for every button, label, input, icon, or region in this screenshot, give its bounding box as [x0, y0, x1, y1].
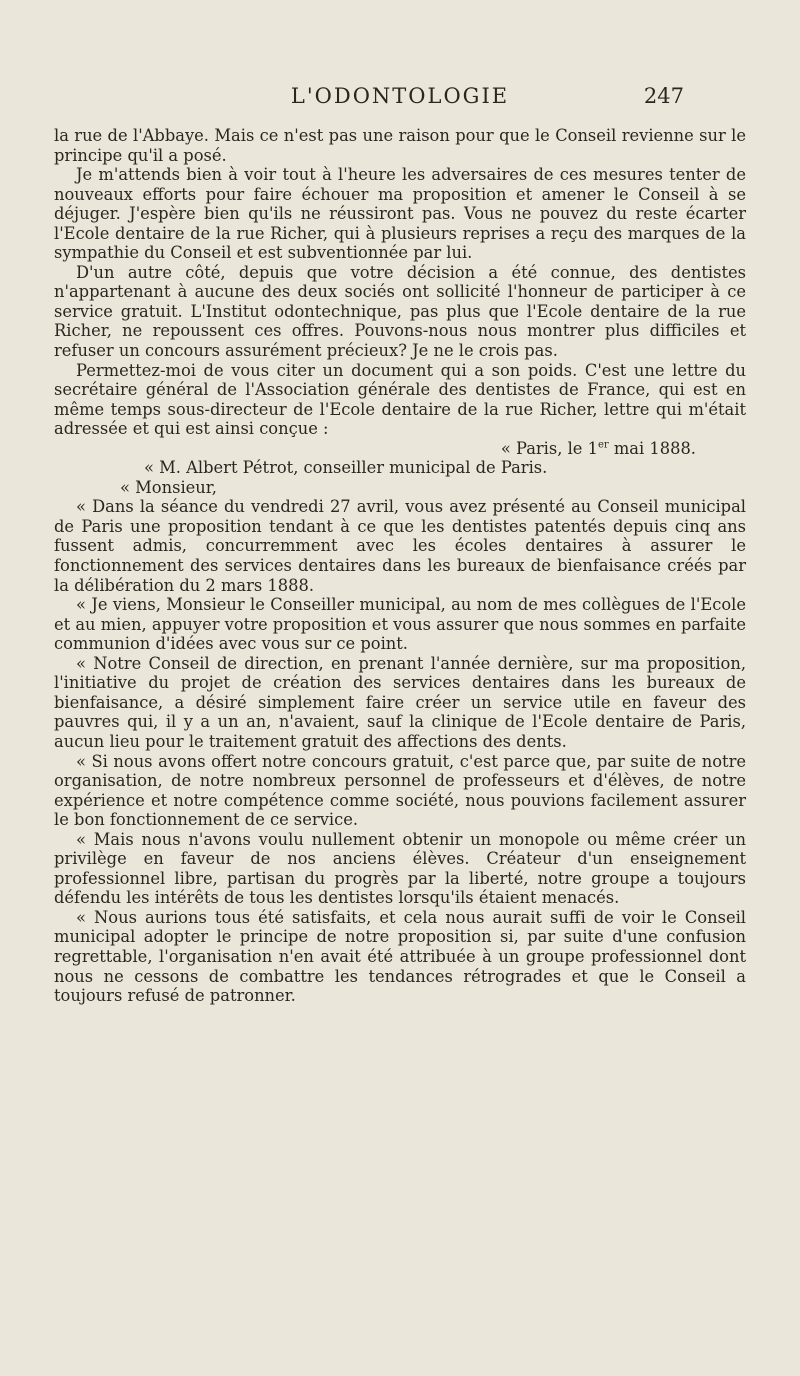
- letter-date-sup: er: [597, 439, 609, 451]
- paragraph: D'un autre côté, depuis que votre décision a été connue, des dentistes n'appartenant à aucune des deux sociés ont sollicité l'honneur de participer à ce service gratuit. L'Institut odontechnique, pas plus que l'Ecole dentaire de la rue Richer, ne repoussent ces offres. Pouvons-nous nous montrer plus difficiles et refuser un concours assurément précieux? Je ne le crois pas.: [54, 262, 746, 361]
- body-text: [54, 126, 746, 1006]
- letter-paragraph: « Notre Conseil de direction, en prenant l'année dernière, sur ma proposition, l'initiative du projet de création des services dentaires dans les bureaux de bienfaisance, a désiré simplement faire créer un service utile en faveur des pauvres qui, il y a un an, n'avaient, sauf la clinique de l'Ecole dentaire de Paris, aucun lieu pour le traitement gratuit des affections des dents.: [54, 653, 746, 751]
- running-title: L'ODONTOLOGIE: [290, 84, 510, 108]
- paragraph: Permettez-moi de vous citer un document qui a son poids. C'est une lettre du secrétaire général de l'Association générale des dentistes de France, qui est en même temps sous-directeur de l'Ecole dentaire de la rue Richer, lettre qui m'était adressée et qui est ainsi conçue :: [54, 360, 746, 439]
- letter-paragraph: « Je viens, Monsieur le Conseiller municipal, au nom de mes collègues de l'Ecole et au mien, appuyer votre proposition et vous assurer que nous sommes en parfaite communion d'idées avec vous sur ce point.: [54, 595, 747, 654]
- letter-paragraph: « Nous aurions tous été satisfaits, et cela nous aurait suffi de voir le Conseil municipal adopter le principe de notre proposition si, par suite d'une confusion regrettable, l'organisation n'en avait été attribuée à un groupe professionnel dont nous ne cessons de combattre les tendances rétrogrades et que le Conseil a toujours refusé de patronner.: [54, 907, 746, 1006]
- letter-date-prefix: « Paris, le 1: [500, 438, 598, 458]
- page-header: [0, 84, 800, 114]
- letter-addressee: « M. Albert Pétrot, conseiller municipal de Paris.: [144, 458, 548, 478]
- letter-paragraph: « Mais nous n'avons voulu nullement obtenir un monopole ou même créer un privilège en faveur de nos anciens élèves. Créateur d'un enseignement professionnel libre, partisan du progrès par la liberté, notre groupe a toujours défendu les intérêts de tous les dentistes lorsqu'ils étaient menacés.: [54, 829, 746, 908]
- letter-salutation: « Monsieur,: [120, 477, 217, 497]
- letter-date-suffix: mai 1888.: [608, 438, 696, 458]
- paragraph: la rue de l'Abbaye. Mais ce n'est pas une raison pour que le Conseil revienne sur le principe qu'il a posé.: [54, 126, 746, 165]
- letter-date: [54, 439, 746, 459]
- letter-paragraph: « Si nous avons offert notre concours gratuit, c'est parce que, par suite de notre organisation, de notre nombreux personnel de professeurs et d'élèves, de notre expérience et notre compétence comme société, nous pouvions facilement assurer le bon fonctionnement de ce service.: [54, 751, 746, 830]
- paragraph: Je m'attends bien à voir tout à l'heure les adversaires de ces mesures tenter de nouveaux efforts pour faire échouer ma proposition et amener le Conseil à se déjuger. J'espère bien qu'ils ne réussiront pas. Vous ne pouvez du reste écarter l'Ecole dentaire de la rue Richer, qui à plusieurs reprises a reçu des marques de la sympathie du Conseil et est subventionnée par lui.: [54, 165, 746, 263]
- letter-paragraph: « Dans la séance du vendredi 27 avril, vous avez présenté au Conseil municipal de Paris une proposition tendant à ce que les dentistes patentés depuis cinq ans fussent admis, concurremment avec les écoles dentaires à assurer le fonctionnement des services dentaires dans les bureaux de bienfaisance créés par la délibération du 2 mars 1888.: [54, 497, 746, 595]
- page-number: 247: [643, 84, 684, 108]
